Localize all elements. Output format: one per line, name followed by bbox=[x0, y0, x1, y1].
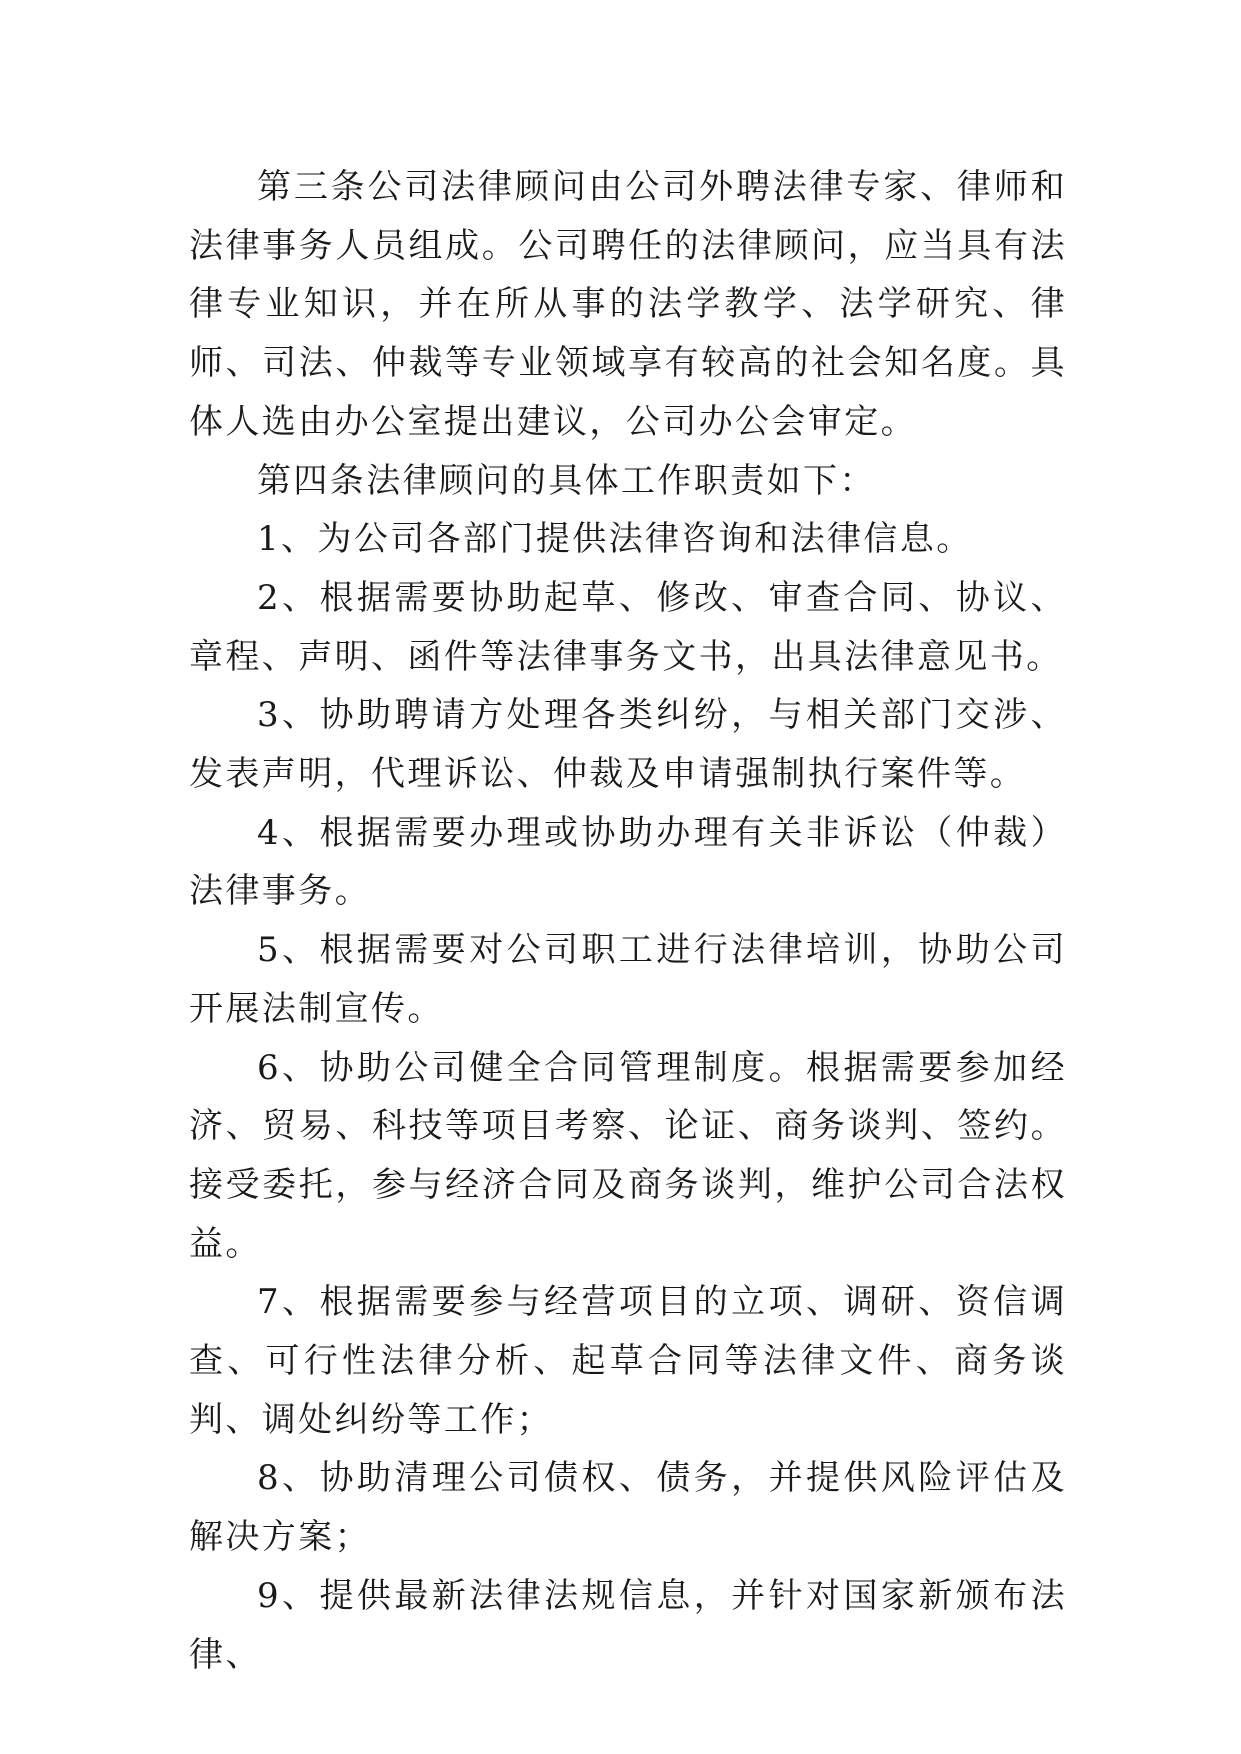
list-item-6: 6、协助公司健全合同管理制度。根据需要参加经济、贸易、科技等项目考察、论证、商务谈判、签约。接受委托，参与经济合同及商务谈判，维护公司合法权益。 bbox=[189, 1047, 1067, 1264]
list-item-3: 3、协助聘请方处理各类纠纷，与相关部门交涉、发表声明，代理诉讼、仲裁及申请强制执行案件等。 bbox=[189, 695, 1067, 795]
paragraph-article-3: 第三条公司法律顾问由公司外聘法律专家、律师和法律事务人员组成。公司聘任的法律顾问，应当具有法律专业知识，并在所从事的法学教学、法学研究、律师、司法、仲裁等专业领域享有较高的社会知名度。具体人选由办公室提出建议，公司办公会审定。 bbox=[189, 167, 1067, 442]
paragraph-article-4: 第四条法律顾问的具体工作职责如下： bbox=[257, 460, 876, 501]
document-body bbox=[189, 158, 1067, 1684]
list-item-4: 4、根据需要办理或协助办理有关非诉讼（仲裁）法律事务。 bbox=[189, 812, 1067, 912]
list-item-2: 2、根据需要协助起草、修改、审查合同、协议、章程、声明、函件等法律事务文书，出具法律意见书。 bbox=[189, 577, 1067, 677]
list-item-5: 5、根据需要对公司职工进行法律培训，协助公司开展法制宣传。 bbox=[189, 930, 1067, 1029]
list-item-1: 1、为公司各部门提供法律咨询和法律信息。 bbox=[257, 519, 973, 560]
list-item-9: 9、提供最新法律法规信息，并针对国家新颁布法律、 bbox=[189, 1575, 1067, 1675]
list-item-7: 7、根据需要参与经营项目的立项、调研、资信调查、可行性法律分析、起草合同等法律文件、商务谈判、调处纠纷等工作； bbox=[189, 1282, 1067, 1440]
list-item-8: 8、协助清理公司债权、债务，并提供风险评估及解决方案； bbox=[189, 1458, 1067, 1558]
